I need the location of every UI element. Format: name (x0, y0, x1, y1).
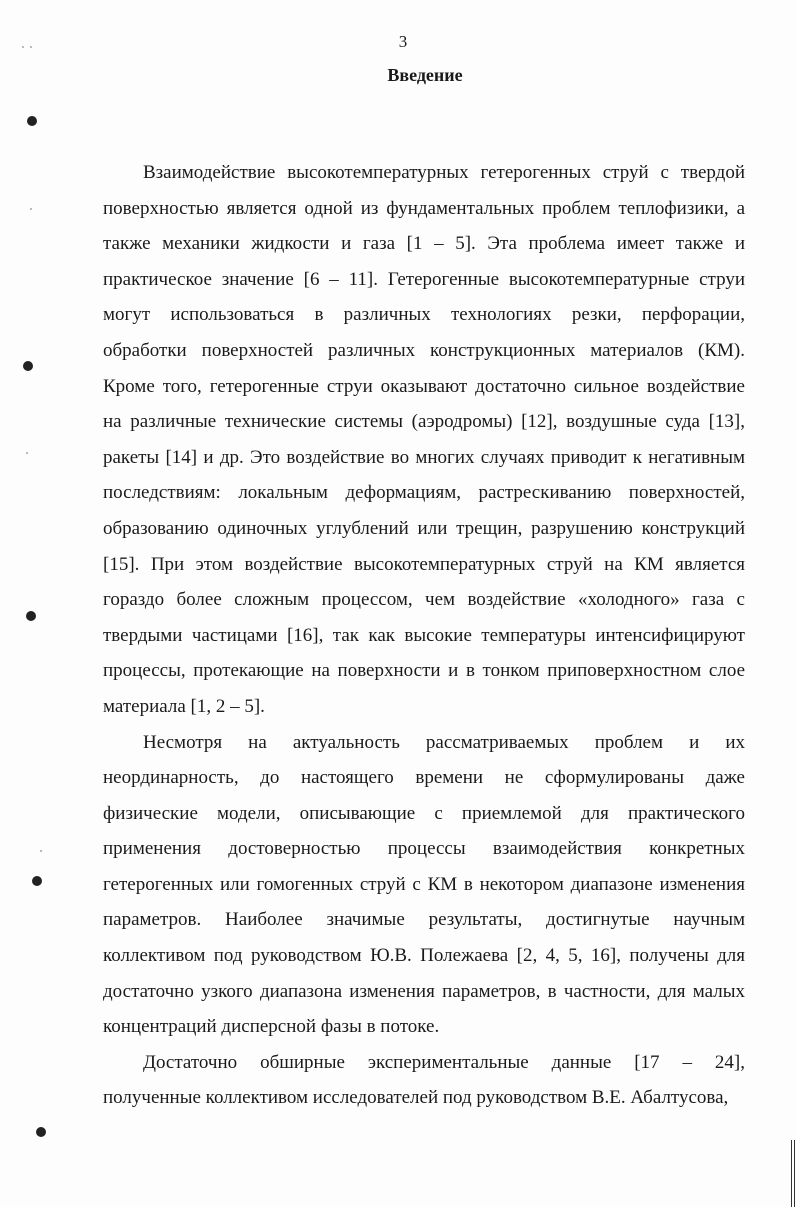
text-line: гетерогенных или гомогенных струй с КМ в некотором диапазоне изменения (103, 873, 745, 895)
text-line: физические модели, описывающие с приемлемой для практического (103, 802, 745, 824)
text-line: параметров. Наиболее значимые результаты, достигнутые научным (103, 909, 745, 931)
text-line: ракеты [14] и др. Это воздействие во многих случаях приводит к негативным (103, 446, 745, 468)
binder-hole-mark (26, 611, 36, 621)
text-line: применения достоверностью процессы взаимодействия конкретных (103, 838, 745, 860)
text-line: обработки поверхностей различных конструкционных материалов (КМ). (103, 339, 745, 361)
binder-hole-mark (36, 1127, 46, 1137)
paragraph (103, 725, 745, 1045)
scan-speck (40, 850, 42, 852)
scan-speck (26, 452, 28, 454)
text-line: материала [1, 2 – 5]. (103, 695, 265, 717)
text-line: на различные технические системы (аэродромы) [12], воздушные суда [13], (103, 411, 745, 433)
text-line: [15]. При этом воздействие высокотемпературных струй на КМ является (103, 553, 745, 575)
text-line: Достаточно обширные экспериментальные данные [17 – 24], (143, 1051, 745, 1073)
text-line: коллективом под руководством Ю.В. Полежаева [2, 4, 5, 16], получены для (103, 945, 745, 967)
text-line: также механики жидкости и газа [1 – 5]. Эта проблема имеет также и (103, 233, 745, 255)
paragraph (103, 1045, 745, 1116)
text-line: твердыми частицами [16], так как высокие температуры интенсифицируют (103, 624, 745, 646)
section-heading: Введение (387, 65, 463, 85)
text-line: образованию одиночных углублений или трещин, разрушению конструкций (103, 517, 745, 539)
text-line: могут использоваться в различных технологиях резки, перфорации, (103, 304, 745, 326)
body-text (103, 155, 745, 1116)
scan-speck (30, 208, 32, 210)
binder-hole-mark (32, 876, 42, 886)
text-line: последствиям: локальным деформациям, растрескиванию поверхностей, (103, 482, 745, 504)
text-line: практическое значение [6 – 11]. Гетерогенные высокотемпературные струи (103, 268, 745, 290)
text-line: Кроме того, гетерогенные струи оказывают достаточно сильное воздействие (103, 375, 745, 397)
text-line: концентраций дисперсной фазы в потоке. (103, 1016, 440, 1038)
page-number: 3 (398, 32, 408, 51)
text-line: поверхностью является одной из фундаментальных проблем теплофизики, а (103, 197, 745, 219)
text-line: полученные коллективом исследователей под руководством В.Е. Абалтусова, (103, 1087, 729, 1109)
scan-edge-artifact (791, 1140, 797, 1207)
text-line: процессы, протекающие на поверхности и в тонком приповерхностном слое (103, 660, 745, 682)
text-line: достаточно узкого диапазона изменения параметров, в частности, для малых (103, 980, 745, 1002)
text-line: Несмотря на актуальность рассматриваемых проблем и их (143, 731, 745, 753)
text-line: гораздо более сложным процессом, чем воздействие «холодного» газа с (103, 589, 745, 611)
binder-hole-mark (27, 116, 37, 126)
binder-hole-mark (23, 361, 33, 371)
text-line: неординарность, до настоящего времени не сформулированы даже (103, 767, 745, 789)
text-line: Взаимодействие высокотемпературных гетерогенных струй с твердой (143, 162, 745, 183)
paragraph (103, 155, 745, 725)
